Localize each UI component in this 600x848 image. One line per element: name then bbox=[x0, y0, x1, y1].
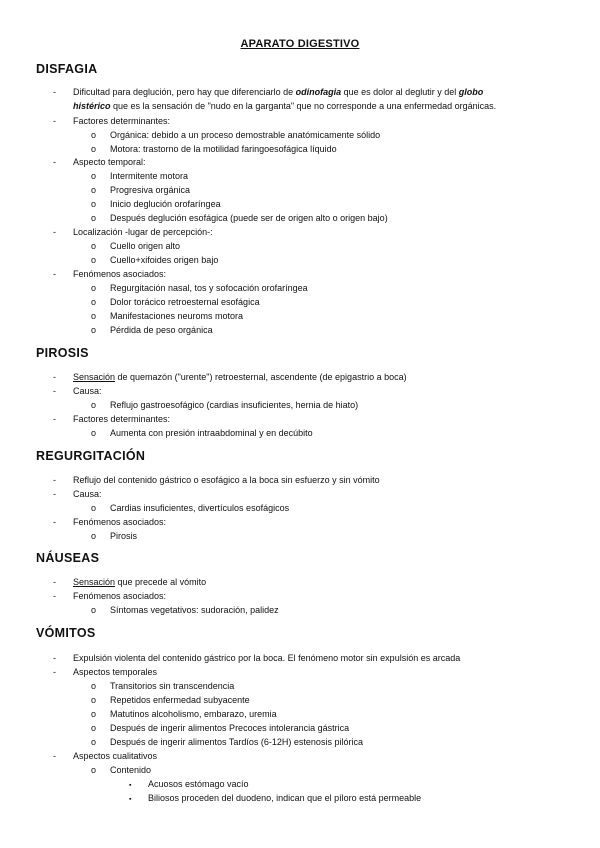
regurgitacion-fenomenos: Fenómenos asociados: bbox=[73, 517, 167, 527]
list-item: Biliosos proceden del duodeno, indican que el píloro está permeable bbox=[148, 793, 422, 803]
regurgitacion-causa: Causa: bbox=[73, 489, 102, 499]
dash-bullet: - bbox=[53, 116, 56, 126]
circle-bullet: o bbox=[91, 695, 97, 705]
pirosis-causa: Causa: bbox=[73, 386, 102, 396]
dash-bullet: - bbox=[53, 751, 56, 761]
circle-bullet: o bbox=[91, 213, 97, 223]
list-item: Manifestaciones neuroms motora bbox=[110, 311, 244, 321]
list-item: Cardias insuficientes, divertículos esofágicos bbox=[110, 503, 290, 513]
list-item: Intermitente motora bbox=[110, 171, 189, 181]
circle-bullet: o bbox=[91, 400, 97, 410]
circle-bullet: o bbox=[91, 144, 97, 154]
disfagia-definition-line1: Dificultad para deglución, pero hay que diferenciarlo de odinofagia que es dolor al deglutir y del globo bbox=[73, 87, 484, 97]
dash-bullet: - bbox=[53, 591, 56, 601]
disfagia-localizacion: Localización -lugar de percepción-: bbox=[73, 227, 213, 237]
dash-bullet: - bbox=[53, 157, 56, 167]
vomitos-cualitativos: Aspectos cualitativos bbox=[73, 751, 158, 761]
dash-bullet: - bbox=[53, 414, 56, 424]
dash-bullet: - bbox=[53, 667, 56, 677]
dash-bullet: - bbox=[53, 227, 56, 237]
vomitos-contenido: Contenido bbox=[110, 765, 152, 775]
pirosis-definition: Sensación de quemazón ("urente") retroesternal, ascendente (de epigastrio a boca) bbox=[73, 372, 407, 382]
circle-bullet: o bbox=[91, 325, 97, 335]
dash-bullet: - bbox=[53, 87, 56, 97]
list-item: Motora: trastorno de la motilidad faringoesofágica líquido bbox=[110, 144, 337, 154]
disfagia-temporal: Aspecto temporal: bbox=[73, 157, 146, 167]
list-item: Aumenta con presión intraabdominal y en decúbito bbox=[110, 428, 313, 438]
vomitos-temporales: Aspectos temporales bbox=[73, 667, 158, 677]
list-item: Orgánica: debido a un proceso demostrable anatómicamente sólido bbox=[110, 130, 381, 140]
circle-bullet: o bbox=[91, 723, 97, 733]
list-item: Regurgitación nasal, tos y sofocación orofaríngea bbox=[110, 283, 308, 293]
circle-bullet: o bbox=[91, 283, 97, 293]
circle-bullet: o bbox=[91, 605, 97, 615]
dash-bullet: - bbox=[53, 372, 56, 382]
disfagia-fenomenos: Fenómenos asociados: bbox=[73, 269, 167, 279]
list-item: Inicio deglución orofaríngea bbox=[110, 199, 221, 209]
circle-bullet: o bbox=[91, 185, 97, 195]
list-item: Pérdida de peso orgánica bbox=[110, 325, 213, 335]
circle-bullet: o bbox=[91, 737, 97, 747]
list-item: Matutinos alcoholismo, embarazo, uremia bbox=[110, 709, 277, 719]
list-item: Acuosos estómago vacío bbox=[148, 779, 249, 789]
list-item: Dolor torácico retroesternal esofágica bbox=[110, 297, 260, 307]
list-item: Después deglución esofágica (puede ser de origen alto o origen bajo) bbox=[110, 213, 388, 223]
section-heading-regurgitacion: REGURGITACIÓN bbox=[36, 449, 146, 463]
dash-bullet: - bbox=[53, 475, 56, 485]
vomitos-definition: Expulsión violenta del contenido gástrico por la boca. El fenómeno motor sin expulsión es arcada bbox=[73, 653, 461, 663]
pirosis-factores: Factores determinantes: bbox=[73, 414, 171, 424]
circle-bullet: o bbox=[91, 503, 97, 513]
nauseas-fenomenos: Fenómenos asociados: bbox=[73, 591, 167, 601]
circle-bullet: o bbox=[91, 255, 97, 265]
section-heading-nauseas: NÁUSEAS bbox=[36, 551, 100, 565]
circle-bullet: o bbox=[91, 681, 97, 691]
circle-bullet: o bbox=[91, 709, 97, 719]
dash-bullet: - bbox=[53, 577, 56, 587]
dash-bullet: - bbox=[53, 517, 56, 527]
list-item: Pirosis bbox=[110, 531, 138, 541]
list-item: Después de ingerir alimentos Tardíos (6-12H) estenosis pilórica bbox=[110, 737, 363, 747]
section-heading-pirosis: PIROSIS bbox=[36, 346, 89, 360]
square-bullet: ▪ bbox=[129, 796, 132, 803]
circle-bullet: o bbox=[91, 171, 97, 181]
square-bullet: ▪ bbox=[129, 782, 132, 789]
list-item: Reflujo gastroesofágico (cardias insuficientes, hernia de hiato) bbox=[110, 400, 359, 410]
circle-bullet: o bbox=[91, 241, 97, 251]
dash-bullet: - bbox=[53, 489, 56, 499]
list-item: Repetidos enfermedad subyacente bbox=[110, 695, 250, 705]
list-item: Transitorios sin transcendencia bbox=[110, 681, 235, 691]
section-heading-vomitos: VÓMITOS bbox=[36, 626, 96, 640]
circle-bullet: o bbox=[91, 297, 97, 307]
document-title: APARATO DIGESTIVO bbox=[240, 38, 360, 50]
list-item: Progresiva orgánica bbox=[110, 185, 191, 195]
dash-bullet: - bbox=[53, 653, 56, 663]
nauseas-definition: Sensación que precede al vómito bbox=[73, 577, 207, 587]
circle-bullet: o bbox=[91, 765, 97, 775]
circle-bullet: o bbox=[91, 531, 97, 541]
circle-bullet: o bbox=[91, 130, 97, 140]
disfagia-factores: Factores determinantes: bbox=[73, 116, 171, 126]
list-item: Después de ingerir alimentos Precoces intolerancia gástrica bbox=[110, 723, 350, 733]
dash-bullet: - bbox=[53, 269, 56, 279]
disfagia-definition-line2: histérico que es la sensación de "nudo en la garganta" que no corresponde a una enfermedad orgánicas. bbox=[73, 101, 497, 111]
regurgitacion-definition: Reflujo del contenido gástrico o esofágico a la boca sin esfuerzo y sin vómito bbox=[73, 475, 380, 485]
dash-bullet: - bbox=[53, 386, 56, 396]
list-item: Síntomas vegetativos: sudoración, palidez bbox=[110, 605, 279, 615]
circle-bullet: o bbox=[91, 199, 97, 209]
circle-bullet: o bbox=[91, 311, 97, 321]
section-heading-disfagia: DISFAGIA bbox=[36, 62, 98, 76]
list-item: Cuello+xifoides origen bajo bbox=[110, 255, 219, 265]
list-item: Cuello origen alto bbox=[110, 241, 181, 251]
circle-bullet: o bbox=[91, 428, 97, 438]
